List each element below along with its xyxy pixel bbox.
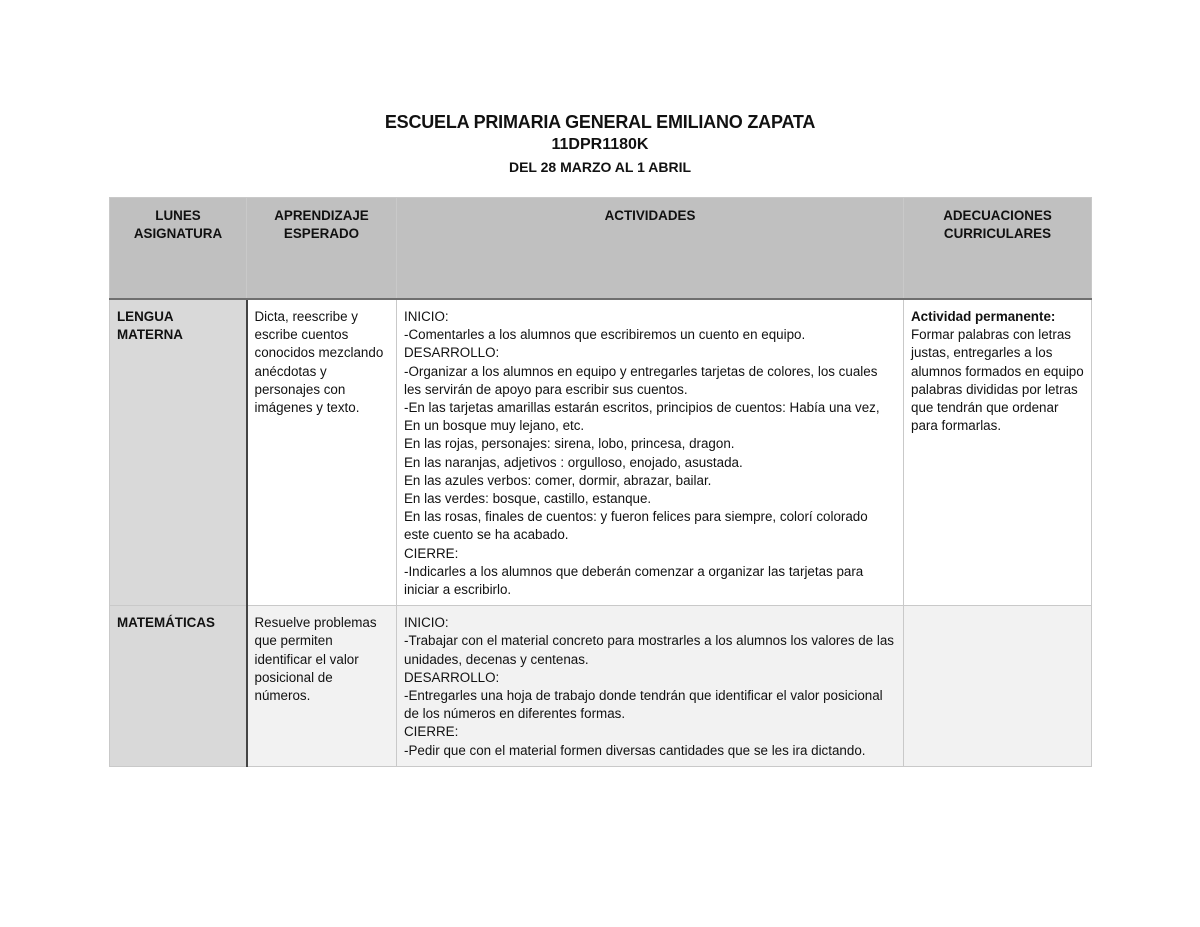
activity-line: -En las tarjetas amarillas estarán escritos, principios de cuentos: Había una vez, En un bosque muy lejano, etc. bbox=[404, 400, 880, 434]
table-row bbox=[110, 299, 1092, 606]
activity-line: DESARROLLO: bbox=[404, 669, 500, 685]
activity-line: En las naranjas, adjetivos : orgulloso, enojado, asustada. bbox=[404, 454, 743, 470]
activity-line: -Indicarles a los alumnos que deberán comenzar a organizar las tarjetas para iniciar a escribirlo. bbox=[404, 563, 864, 598]
activities-cell bbox=[397, 606, 904, 767]
adaptation-title: Actividad permanente: bbox=[911, 309, 1056, 324]
activity-line: -Comentarles a los alumnos que escribiremos un cuento en equipo. bbox=[404, 327, 806, 343]
adaptations-cell bbox=[904, 299, 1092, 606]
adaptations-cell bbox=[904, 606, 1092, 767]
header-activities: ACTIVIDADES bbox=[397, 198, 904, 300]
learning-cell: Dicta, reescribe y escribe cuentos conocidos mezclando anécdotas y personajes con imágenes y texto. bbox=[247, 299, 397, 606]
school-code: 11DPR1180K bbox=[551, 136, 649, 153]
subject-cell bbox=[110, 606, 247, 767]
school-name: ESCUELA PRIMARIA GENERAL EMILIANO ZAPATA bbox=[384, 112, 816, 132]
activity-line: -Pedir que con el material formen diversas cantidades que se les ira dictando. bbox=[404, 742, 866, 758]
learning-cell: Resuelve problemas que permiten identificar el valor posicional de números. bbox=[247, 606, 397, 767]
subject-line1: MATEMÁTICAS bbox=[117, 615, 215, 631]
activity-line: -Organizar a los alumnos en equipo y entregarles tarjetas de colores, los cuales les servirán de apoyo para escribir sus cuentos. bbox=[404, 363, 878, 397]
adaptation-text: Formar palabras con letras justas, entregarles a los alumnos formados en equipo palabras divididas por letras que tendrán que ordenar para formarlas. bbox=[911, 327, 1084, 434]
subject-cell bbox=[110, 299, 247, 606]
header-learning-line1: APRENDIZAJE bbox=[274, 208, 369, 223]
document-header bbox=[0, 110, 1200, 178]
activity-line: En las rojas, personajes: sirena, lobo, princesa, dragon. bbox=[404, 436, 735, 452]
date-range: DEL 28 MARZO AL 1 ABRIL bbox=[508, 159, 692, 175]
activity-line: CIERRE: bbox=[404, 724, 459, 740]
activity-line: En las verdes: bosque, castillo, estanque. bbox=[404, 491, 652, 507]
table-header-row bbox=[110, 198, 1092, 300]
activity-line: -Trabajar con el material concreto para mostrarles a los alumnos los valores de las unidades, decenas y centenas. bbox=[404, 633, 894, 667]
header-learning-line2: ESPERADO bbox=[283, 226, 360, 242]
subject-line2: MATERNA bbox=[117, 327, 183, 343]
header-subject-line1: LUNES bbox=[155, 208, 201, 223]
activity-line: CIERRE: bbox=[404, 545, 459, 561]
activity-line: En las rosas, finales de cuentos: y fueron felices para siempre, colorí colorado este cuento se ha acabado. bbox=[404, 509, 868, 543]
activity-line: -Entregarles una hoja de trabajo donde tendrán que identificar el valor posicional de los números en diferentes formas. bbox=[404, 688, 883, 722]
activity-line: En las azules verbos: comer, dormir, abrazar, bailar. bbox=[404, 472, 712, 488]
header-subject bbox=[110, 198, 247, 300]
subject-line1: LENGUA bbox=[117, 309, 174, 324]
header-subject-line2: ASIGNATURA bbox=[133, 226, 223, 242]
activity-line: INICIO: bbox=[404, 615, 449, 631]
header-adaptations-line1: ADECUACIONES bbox=[943, 208, 1052, 223]
header-adaptations-line2: CURRICULARES bbox=[943, 226, 1052, 242]
header-adaptations bbox=[904, 198, 1092, 300]
activities-cell bbox=[397, 299, 904, 606]
activity-line: INICIO: bbox=[404, 309, 449, 324]
activity-line: DESARROLLO: bbox=[404, 345, 500, 361]
table-row bbox=[110, 606, 1092, 767]
header-learning bbox=[247, 198, 397, 300]
lesson-plan-table bbox=[109, 197, 1092, 767]
